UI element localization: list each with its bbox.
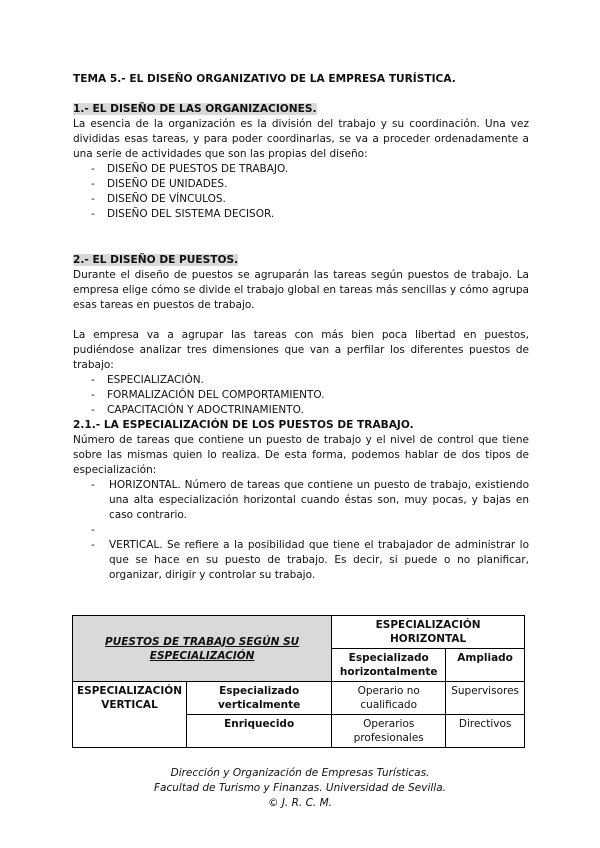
section-2-1-heading: 2.1.- LA ESPECIALIZACIÓN DE LOS PUESTOS DE TRABAJO. (73, 419, 414, 431)
section-2-list (73, 373, 529, 418)
vertical-header: ESPECIALIZACIÓN VERTICAL (73, 682, 187, 748)
list-item: - DISEÑO DEL SISTEMA DECISOR. (73, 207, 529, 222)
column-header: Ampliado (446, 649, 525, 682)
section-1-paragraph: La esencia de la organización es la división del trabajo y su coordinación. Una vez divididas esas tareas, y para poder coordinarlas, se va a proceder ordenadamente a una serie de actividades que son las propias del diseño: (73, 118, 529, 160)
section-2-1 (73, 418, 529, 583)
footer-line: Facultad de Turismo y Finanzas. Universidad de Sevilla. (154, 782, 446, 794)
list-item: - DISEÑO DE PUESTOS DE TRABAJO. (73, 162, 529, 177)
section-2-heading: 2.- EL DISEÑO DE PUESTOS. (73, 254, 239, 266)
document-title: TEMA 5.- EL DISEÑO ORGANIZATIVO DE LA EMPRESA TURÍSTICA. (73, 73, 456, 85)
list-item: - ESPECIALIZACIÓN. (73, 373, 529, 388)
row-header: Enriquecido (187, 715, 332, 748)
table-cell: Directivos (446, 715, 525, 748)
specialization-table (72, 615, 525, 748)
list-item: - CAPACITACIÓN Y ADOCTRINAMIENTO. (73, 403, 529, 418)
table-corner-header: PUESTOS DE TRABAJO SEGÚN SU ESPECIALIZACIÓN (73, 616, 332, 682)
section-1 (73, 102, 529, 222)
footer-line: © J. R. C. M. (268, 797, 332, 809)
section-2-paragraph-2: La empresa va a agrupar las tareas con más bien poca libertad en puestos, pudiéndose analizar tres dimensiones que van a perfilar los diferentes puestos de trabajo: (73, 329, 529, 371)
section-1-list (73, 162, 529, 222)
list-item: - HORIZONTAL. Número de tareas que contiene un puesto de trabajo, existiendo una alta especialización horizontal cuando éstas son, muy pocas, y bajas en caso contrario. (73, 478, 529, 523)
list-item: - DISEÑO DE UNIDADES. (73, 177, 529, 192)
section-2-paragraph-1: Durante el diseño de puestos se agruparán las tareas según puestos de trabajo. La empresa elige cómo se divide el trabajo global en tareas más sencillas y cómo agrupa esas tareas en puestos de trabajo. (73, 269, 529, 311)
row-header: Especializado verticalmente (187, 682, 332, 715)
table-cell: Operarios profesionales (332, 715, 446, 748)
section-2-1-paragraph: Número de tareas que contiene un puesto de trabajo y el nivel de control que tiene sobre las mismas quien lo realiza. De esta forma, podemos hablar de dos tipos de especialización: (73, 434, 529, 476)
section-2-1-list (73, 478, 529, 583)
section-2 (73, 253, 529, 418)
horizontal-header: ESPECIALIZACIÓN HORIZONTAL (332, 616, 525, 649)
list-item: - FORMALIZACIÓN DEL COMPORTAMIENTO. (73, 388, 529, 403)
section-1-heading: 1.- EL DISEÑO DE LAS ORGANIZACIONES. (73, 103, 317, 115)
table-cell: Supervisores (446, 682, 525, 715)
column-header: Especializado horizontalmente (332, 649, 446, 682)
list-item: - DISEÑO DE VÍNCULOS. (73, 192, 529, 207)
page-footer (0, 766, 600, 811)
list-item: - VERTICAL. Se refiere a la posibilidad que tiene el trabajador de administrar lo que se hace en su puesto de trabajo. Es decir, si puede o no planificar, organizar, dirigir y controlar su trabajo. (73, 538, 529, 583)
footer-line: Dirección y Organización de Empresas Turísticas. (170, 767, 430, 779)
table-cell: Operario no cualificado (332, 682, 446, 715)
